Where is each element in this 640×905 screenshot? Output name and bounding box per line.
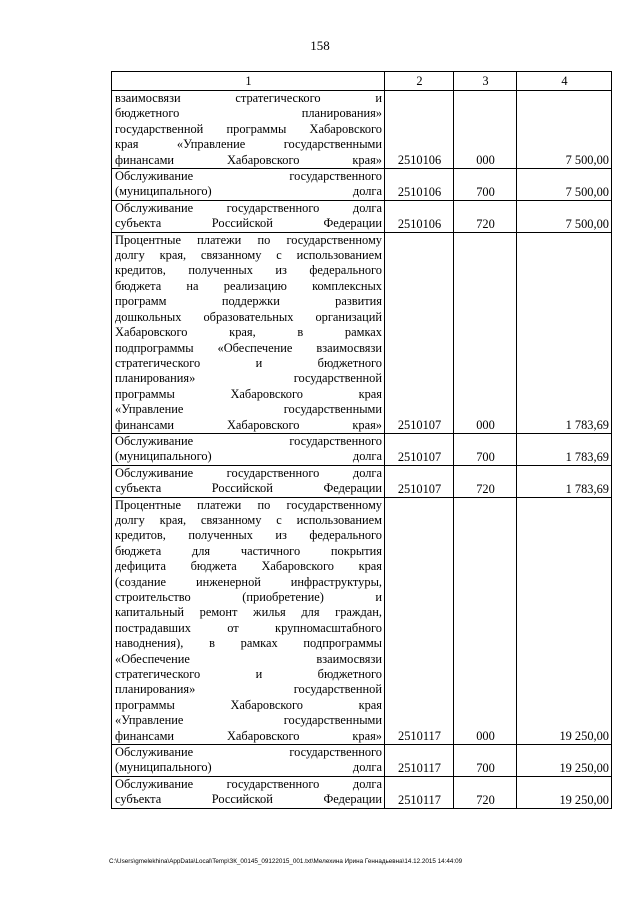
row-code-cell: 2510117 <box>385 776 454 808</box>
table-row <box>112 776 612 808</box>
row-name-cell: Обслуживание государственного (муниципального) долга <box>112 169 385 201</box>
row-expense-type-cell: 700 <box>454 745 517 777</box>
table-row <box>112 497 612 745</box>
column-header-1: 1 <box>112 72 385 91</box>
row-expense-type-cell: 000 <box>454 232 517 433</box>
row-name-cell: Обслуживание государственного долга субъекта Российской Федерации <box>112 200 385 232</box>
table-row <box>112 465 612 497</box>
row-name-cell: Обслуживание государственного (муниципального) долга <box>112 745 385 777</box>
row-expense-type-cell: 720 <box>454 465 517 497</box>
table-row <box>112 433 612 465</box>
row-amount-cell: 7 500,00 <box>517 200 612 232</box>
row-amount-cell: 19 250,00 <box>517 776 612 808</box>
row-amount-cell: 19 250,00 <box>517 745 612 777</box>
row-expense-type-cell: 700 <box>454 169 517 201</box>
row-name-cell: Обслуживание государственного долга субъекта Российской Федерации <box>112 465 385 497</box>
row-code-cell: 2510107 <box>385 232 454 433</box>
table-row <box>112 91 612 169</box>
column-header-3: 3 <box>454 72 517 91</box>
row-code-cell: 2510106 <box>385 200 454 232</box>
row-code-cell: 2510106 <box>385 169 454 201</box>
table-body <box>112 91 612 809</box>
table-row <box>112 169 612 201</box>
row-amount-cell: 1 783,69 <box>517 433 612 465</box>
table-header-row <box>112 72 612 91</box>
row-code-cell: 2510106 <box>385 91 454 169</box>
row-amount-cell: 7 500,00 <box>517 169 612 201</box>
row-name-cell: Процентные платежи по государственному долгу края, связанному с использованием кредитов, полученных из федерального бюджета на реализацию комплексных программ поддержки развития дошкольных образовательных организаций Хабаровского края, в рамках подпрограммы «Обеспечение взаимосвязи стратегического и бюджетного планирования» государственной программы Хабаровского края «Управление государственными финансами Хабаровского края» <box>112 232 385 433</box>
file-path-footer: C:\Users\gmelekhina\AppData\Local\Temp\ЗК_00145_09122015_001.txt\Мелехина Ирина Геннадьевна\14.12.2015 14:44:09 <box>109 858 463 865</box>
row-name-cell: Процентные платежи по государственному долгу края, связанному с использованием кредитов, полученных из федерального бюджета для частичного покрытия дефицита бюджета Хабаровского края (создание инженерной инфраструктуры, строительство (приобретение) и капитальный ремонт жилья для граждан, пострадавших от крупномасштабного наводнения), в рамках подпрограммы «Обеспечение взаимосвязи стратегического и бюджетного планирования» государственной программы Хабаровского края «Управление государственными финансами Хабаровского края» <box>112 497 385 745</box>
column-header-4: 4 <box>517 72 612 91</box>
row-name-cell: Обслуживание государственного (муниципального) долга <box>112 433 385 465</box>
row-expense-type-cell: 000 <box>454 497 517 745</box>
row-expense-type-cell: 700 <box>454 433 517 465</box>
row-code-cell: 2510117 <box>385 497 454 745</box>
table-row <box>112 745 612 777</box>
row-amount-cell: 19 250,00 <box>517 497 612 745</box>
row-expense-type-cell: 720 <box>454 200 517 232</box>
row-name-cell: Обслуживание государственного долга субъекта Российской Федерации <box>112 776 385 808</box>
row-code-cell: 2510107 <box>385 433 454 465</box>
row-expense-type-cell: 000 <box>454 91 517 169</box>
row-code-cell: 2510117 <box>385 745 454 777</box>
budget-table <box>111 71 612 809</box>
row-name-cell: взаимосвязи стратегического и бюджетного планирования» государственной программы Хабаровского края «Управление государственными финансами Хабаровского края» <box>112 91 385 169</box>
table-row <box>112 232 612 433</box>
column-header-2: 2 <box>385 72 454 91</box>
table-row <box>112 200 612 232</box>
row-expense-type-cell: 720 <box>454 776 517 808</box>
row-amount-cell: 1 783,69 <box>517 232 612 433</box>
row-amount-cell: 7 500,00 <box>517 91 612 169</box>
row-code-cell: 2510107 <box>385 465 454 497</box>
page-number: 158 <box>310 38 330 53</box>
row-amount-cell: 1 783,69 <box>517 465 612 497</box>
